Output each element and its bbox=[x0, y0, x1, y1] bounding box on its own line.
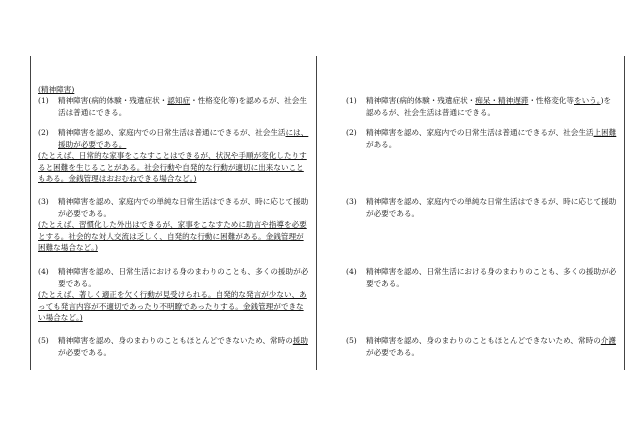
item-text: 精神障害を認め、身のまわりのこともほとんどできないため、常時の bbox=[366, 336, 601, 345]
item-text: 精神障害を認め、家庭内での単純な日常生活はできるが、時に応じて援助が必要である。 bbox=[58, 197, 309, 218]
amended-text: 痴呆・精神遅滞 bbox=[475, 96, 529, 105]
right-border bbox=[624, 56, 625, 370]
item-text: 精神障害を認め、日常生活における身のまわりのことも、多くの援助が必要である。 bbox=[366, 267, 617, 288]
left-border bbox=[30, 56, 31, 370]
item-number: (1) bbox=[38, 96, 49, 105]
item-number: (5) bbox=[346, 336, 357, 345]
item-text-cont: がある。 bbox=[366, 139, 397, 149]
example-note: (たとえば、習慣化した外出はできるが、家事をこなすために助言や指導を必要とする。社会的な対人交流は乏しく、自発的な行動に困難がある。金銭管理が困難な場合など。) bbox=[38, 220, 307, 253]
amended-text: には、援助が必要である。 bbox=[58, 128, 309, 149]
item-text: 精神障害を認め、日常生活における身のまわりのことも、多くの援助が必要である。 bbox=[58, 267, 309, 288]
item-text-end: )を認めるが、社会生活は普通にできる。 bbox=[366, 96, 612, 117]
item-text-cont: ・性格変化等)を認めるが、社会生活は普通にできる。 bbox=[58, 96, 307, 117]
amended-text-2: をいう。 bbox=[574, 96, 601, 105]
item-number: (4) bbox=[38, 267, 49, 276]
item-text: 精神障害を認め、家庭内での単純な日常生活はできるが、時に応じて援助が必要である。 bbox=[366, 197, 617, 218]
item-number: (4) bbox=[346, 267, 357, 276]
amended-text: 介護 bbox=[600, 336, 616, 345]
item-text: 精神障害(病的体験・残遺症状・ bbox=[366, 96, 476, 105]
item-number: (1) bbox=[346, 96, 357, 105]
item-text: 精神障害を認め、身のまわりのこともほとんどできないため、常時の bbox=[58, 336, 293, 345]
item-number: (3) bbox=[38, 197, 49, 206]
item-text: 精神障害を認め、家庭内での日常生活は普通にできるが、社会生活 bbox=[366, 128, 594, 137]
item-text-cont: が必要である。 bbox=[366, 347, 420, 357]
item-text: 精神障害を認め、家庭内での日常生活は普通にできるが、社会生活 bbox=[58, 128, 286, 137]
amended-text: 援助 bbox=[292, 336, 308, 345]
item-number: (3) bbox=[346, 197, 357, 206]
amended-text: 上困難 bbox=[593, 128, 617, 137]
column-divider bbox=[316, 56, 317, 370]
item-number: (2) bbox=[346, 128, 357, 137]
item-text: 精神障害(病的体験・残遺症状・ bbox=[58, 96, 168, 105]
example-note: (たとえば、日常的な家事をこなすことはできるが、状況や手順が変化したりすると困難を生じることがある。社会行動や自発的な行動が適切に出来ないこともある。金銭管理はおおむねできる場合など。) bbox=[38, 151, 307, 184]
item-text-cont: が必要である。 bbox=[58, 347, 112, 357]
amended-text: 認知症 bbox=[167, 96, 191, 105]
section-heading: (精神障害) bbox=[38, 85, 75, 94]
item-text-cont: ・性格変化等 bbox=[528, 96, 574, 105]
example-note: (たとえば、著しく適正を欠く行動が見受けられる。自発的な発言が少ない、あっても発言内容が不適切であったり不明瞭であったりする。金銭管理ができない場合など。) bbox=[38, 290, 307, 323]
item-number: (2) bbox=[38, 128, 49, 137]
item-number: (5) bbox=[38, 336, 49, 345]
